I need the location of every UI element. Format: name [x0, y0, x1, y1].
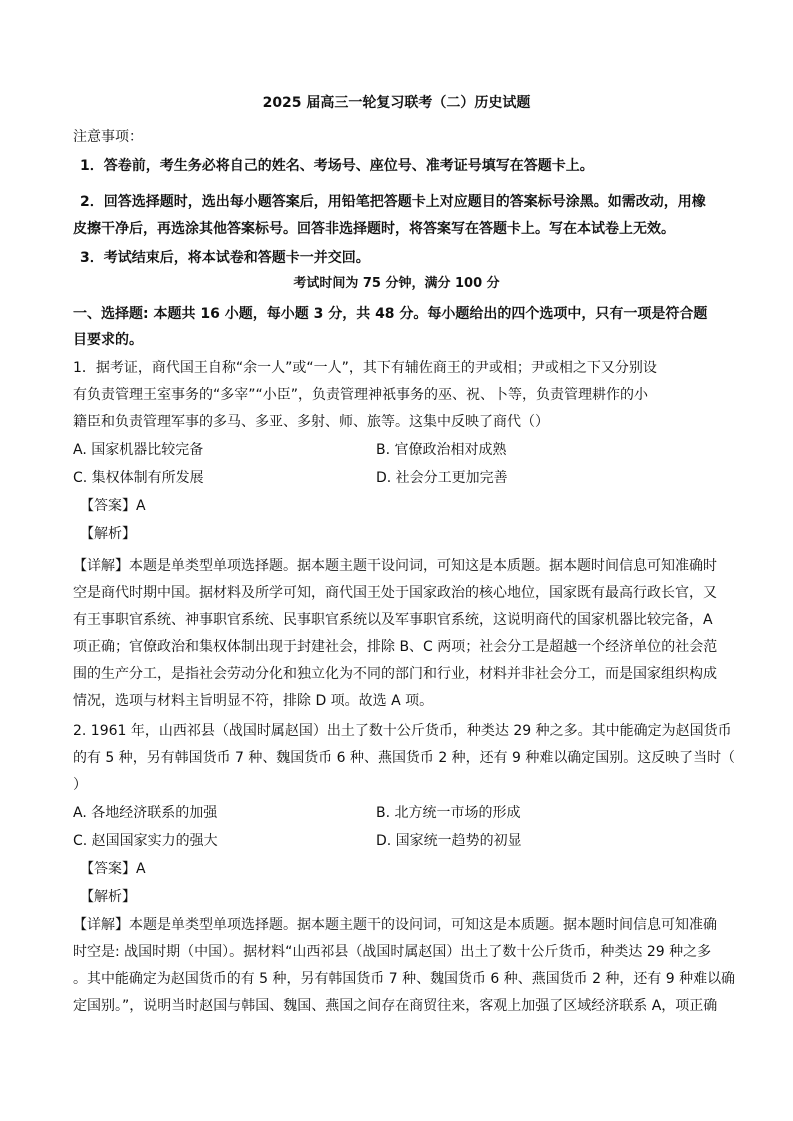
q2-detail-line-1: 【详解】本题是单类型单项选择题。据本题主题干的设问词，可知这是本质题。据本题时间信息可知准确: [73, 917, 717, 933]
q1-answer: 【答案】A: [80, 498, 146, 514]
q2-analysis-label: 【解析】: [80, 889, 136, 905]
q1-detail-line-4: 项正确；官僚政治和集权体制出现于封建社会，排除 B、C 两项；社会分工是超越一个经济单位的社会范: [73, 639, 718, 655]
notice-heading: 注意事项：: [73, 129, 143, 145]
q1-option-d: D. 社会分工更加完善: [376, 470, 508, 486]
q1-detail-line-1: 【详解】本题是单类型单项选择题。据本题主题干设问词，可知这是本质题。据本题时间信息可知准确时: [73, 558, 717, 574]
q1-option-c: C. 集权体制有所发展: [73, 470, 204, 486]
q2-detail-line-2: 时空是: 战国时期（中国）。据材料“山西祁县（战国时属赵国）出土了数十公斤货币，种类达 29 种之多: [73, 944, 712, 960]
q1-stem-line-1: 1．据考证，商代国王自称“余一人”或“一人”，其下有辅佐商王的尹或相；尹或相之下又分别设: [73, 360, 657, 376]
notice-item-2-line-2: 皮擦干净后，再选涂其他答案标号。回答非选择题时，将答案写在答题卡上。写在本试卷上无效。: [73, 221, 675, 237]
notice-item-3: 3．考试结束后，将本试卷和答题卡一并交回。: [80, 250, 370, 266]
notice-item-1: 1．答卷前，考生务必将自己的姓名、考场号、座位号、准考证号填写在答题卡上。: [80, 158, 594, 174]
q2-option-d: D. 国家统一趋势的初显: [376, 833, 522, 849]
q1-option-b: B. 官僚政治相对成熟: [376, 442, 507, 458]
exam-info: 考试时间为 75 分钟，满分 100 分: [293, 276, 500, 291]
notice-item-2-line-1: 2．回答选择题时，选出每小题答案后，用铅笔把答题卡上对应题目的答案标号涂黑。如需改动，用橡: [80, 194, 706, 210]
section-heading-line-2: 目要求的。: [73, 332, 143, 348]
q2-stem-line-2: 的有 5 种，另有韩国货币 7 种、魏国货币 6 种、燕国货币 2 种，还有 9 种难以确定国别。这反映了当时（: [73, 750, 736, 766]
q1-analysis-label: 【解析】: [80, 526, 136, 542]
q1-detail-line-6: 情况，选项与材料主旨明显不符，排除 D 项。故选 A 项。: [73, 693, 434, 709]
q2-answer: 【答案】A: [80, 861, 146, 877]
q2-detail-line-3: 。其中能确定为赵国货币的有 5 种，另有韩国货币 7 种、魏国货币 6 种、燕国货币 2 种，还有 9 种难以确: [73, 971, 736, 987]
q2-option-b: B. 北方统一市场的形成: [376, 805, 521, 821]
q2-stem-line-3: ）: [73, 777, 87, 793]
q2-option-a: A. 各地经济联系的加强: [73, 805, 218, 821]
page-title: 2025 届高三一轮复习联考（二）历史试题: [262, 95, 531, 111]
q2-option-c: C. 赵国国家实力的强大: [73, 833, 218, 849]
q1-stem-line-2: 有负责管理王室事务的“多宰”“小臣”，负责管理神祇事务的巫、祝、卜等，负责管理耕作的小: [73, 387, 649, 403]
q2-detail-line-4: 定国别。”，说明当时赵国与韩国、魏国、燕国之间存在商贸往来，客观上加强了区域经济联系 A，项正确: [73, 998, 718, 1014]
section-heading-line-1: 一、选择题: 本题共 16 小题，每小题 3 分，共 48 分。每小题给出的四个选项中，只有一项是符合题: [73, 306, 708, 322]
q2-stem-line-1: 2. 1961 年，山西祁县（战国时属赵国）出土了数十公斤货币，种类达 29 种之多。其中能确定为赵国货币: [73, 723, 732, 739]
q1-stem-line-3: 籍臣和负责管理军事的多马、多亚、多射、师、旅等。这集中反映了商代（）: [73, 414, 549, 430]
q1-option-a: A. 国家机器比较完备: [73, 442, 204, 458]
q1-detail-line-5: 围的生产分工，是指社会劳动分化和独立化为不同的部门和行业，材料并非社会分工，而是国家组织构成: [73, 666, 717, 682]
q1-detail-line-2: 空是商代时期中国。据材料及所学可知，商代国王处于国家政治的核心地位，国家既有最高行政长官，又: [73, 585, 717, 601]
q1-detail-line-3: 有王事职官系统、神事职官系统、民事职官系统以及军事职官系统，这说明商代的国家机器比较完备，A: [73, 612, 713, 628]
